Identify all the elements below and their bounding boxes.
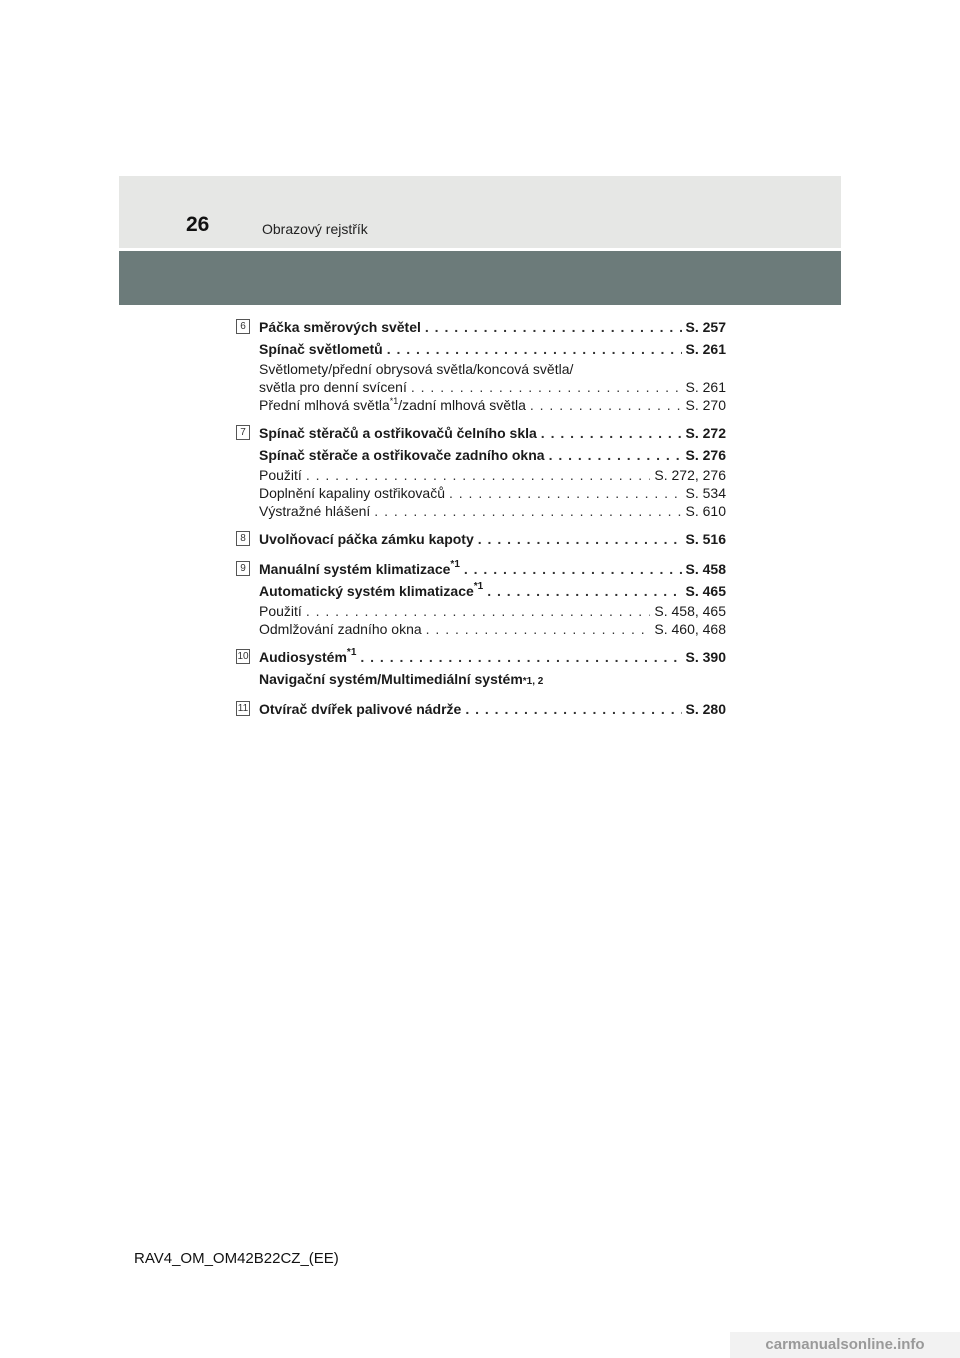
page-reference[interactable]: S. 257 <box>685 319 726 335</box>
index-entry <box>259 620 726 638</box>
dot-leader <box>360 646 681 668</box>
index-list <box>236 316 726 728</box>
callout-number: 11 <box>237 703 249 714</box>
dot-leader <box>549 444 682 466</box>
page-reference[interactable]: S. 458 <box>685 561 726 577</box>
index-entry <box>259 502 726 520</box>
entry-label-cont: /zadní mlhová světla <box>398 397 526 413</box>
entry-label: Audiosystém <box>259 649 347 665</box>
footnote-marker: *1 <box>473 581 484 592</box>
page-reference[interactable]: S. 610 <box>685 503 726 519</box>
index-entry-text <box>259 360 726 378</box>
index-group <box>236 528 726 550</box>
entry-label: Přední mlhová světla <box>259 397 390 413</box>
index-entry <box>259 698 726 720</box>
index-entry <box>259 444 726 466</box>
section-banner <box>119 251 841 305</box>
index-entry <box>259 396 726 414</box>
dot-leader <box>530 396 682 414</box>
dot-leader <box>464 558 682 580</box>
entry-label: Spínač stěračů a ostřikovačů čelního skla <box>259 425 537 441</box>
index-group <box>236 558 726 638</box>
index-entry <box>259 466 726 484</box>
index-entry <box>259 338 726 360</box>
manual-code: RAV4_OM_OM42B22CZ_(EE) <box>134 1250 339 1267</box>
entry-label: Světlomety/přední obrysová světla/koncová světla/ <box>259 361 574 377</box>
page-reference[interactable]: S. 272, 276 <box>654 467 726 483</box>
footnote-marker: *1 <box>389 396 399 406</box>
index-entry <box>259 646 726 668</box>
index-group <box>236 316 726 414</box>
entry-label: Použití <box>259 467 302 483</box>
dot-leader <box>306 602 651 620</box>
header-band <box>119 176 841 248</box>
dot-leader <box>541 422 682 444</box>
dot-leader <box>374 502 681 520</box>
dot-leader <box>387 338 682 360</box>
page-reference[interactable]: S. 516 <box>685 531 726 547</box>
index-entry <box>259 528 726 550</box>
entry-label: Uvolňovací páčka zámku kapoty <box>259 531 474 547</box>
entry-label: Doplnění kapaliny ostřikovačů <box>259 485 445 501</box>
page-number: 26 <box>186 213 210 236</box>
index-entry <box>259 602 726 620</box>
callout-number: 6 <box>236 319 250 334</box>
page-reference[interactable]: S. 458, 465 <box>654 603 726 619</box>
dot-leader <box>425 316 682 338</box>
dot-leader <box>426 620 651 638</box>
entry-label: Spínač světlometů <box>259 341 383 357</box>
dot-leader <box>411 378 682 396</box>
index-group <box>236 422 726 520</box>
entry-label: světla pro denní svícení <box>259 379 407 395</box>
entry-label: Automatický systém klimatizace <box>259 583 474 599</box>
entry-label: Spínač stěrače a ostřikovače zadního okna <box>259 447 545 463</box>
dot-leader <box>478 528 682 550</box>
entry-label: Otvírač dvířek palivové nádrže <box>259 701 462 717</box>
section-title: Obrazový rejstřík <box>262 221 368 237</box>
entry-label: Použití <box>259 603 302 619</box>
page-reference[interactable]: S. 280 <box>685 701 726 717</box>
page-reference[interactable]: S. 534 <box>685 485 726 501</box>
index-entry-text: Navigační systém/Multimediální systém *1, 2 <box>259 668 726 690</box>
index-entry <box>259 580 726 602</box>
entry-label: Výstražné hlášení <box>259 503 371 519</box>
entry-label: Páčka směrových světel <box>259 319 421 335</box>
page-reference[interactable]: S. 261 <box>685 379 726 395</box>
entry-label: Odmlžování zadního okna <box>259 621 422 637</box>
callout-number: 8 <box>236 531 250 546</box>
page-reference[interactable]: S. 465 <box>685 583 726 599</box>
footnote-marker: *1 <box>450 559 460 570</box>
entry-label: Navigační systém/Multimediální systém <box>259 671 523 687</box>
dot-leader <box>449 484 682 502</box>
page-reference[interactable]: S. 261 <box>685 341 726 357</box>
index-entry <box>259 316 726 338</box>
footnote-marker: *1 <box>346 647 357 658</box>
watermark: carmanualsonline.info <box>730 1332 960 1358</box>
entry-label: Manuální systém klimatizace <box>259 561 451 577</box>
dot-leader <box>465 698 681 720</box>
index-entry <box>259 378 726 396</box>
page-reference[interactable]: S. 272 <box>685 425 726 441</box>
callout-number: 7 <box>236 425 250 440</box>
index-entry <box>259 422 726 444</box>
dot-leader <box>306 466 651 484</box>
index-group <box>236 698 726 720</box>
dot-leader <box>487 580 681 602</box>
callout-number: 9 <box>236 561 250 576</box>
callout-number: 10 <box>237 651 249 662</box>
page-reference[interactable]: S. 460, 468 <box>654 621 726 637</box>
page-reference[interactable]: S. 270 <box>685 397 726 413</box>
index-entry <box>259 558 726 580</box>
page-reference[interactable]: S. 390 <box>685 649 726 665</box>
index-group <box>236 646 726 690</box>
index-entry <box>259 484 726 502</box>
page-reference[interactable]: S. 276 <box>685 447 726 463</box>
